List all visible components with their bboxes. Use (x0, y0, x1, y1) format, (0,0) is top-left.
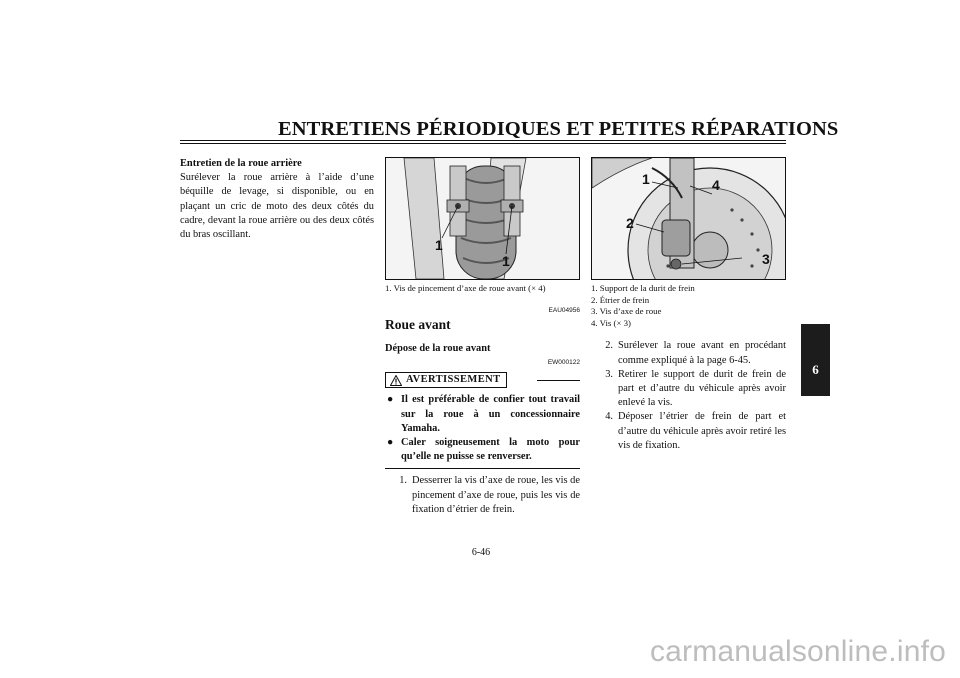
step-item (385, 474, 580, 517)
caption-item: 2. Étrier de frein (591, 294, 650, 305)
figure2-captions (591, 283, 786, 329)
steps-list (385, 474, 580, 517)
column-middle (385, 157, 580, 517)
step-number: 1. (399, 475, 407, 487)
section-code: EAU04956 (548, 306, 580, 314)
figure-brake-caliper (591, 157, 786, 280)
step-text: Retirer le support de durit de frein de part et d’autre du véhicule après avoir enlevé la vis. (618, 368, 786, 409)
warning-body (385, 388, 580, 469)
step-text: Déposer l’étrier de frein de part et d’autre du véhicule après avoir retiré les vis de fixation. (618, 411, 786, 451)
callout-2: 2 (626, 215, 634, 231)
warning-label: AVERTISSEMENT (406, 374, 501, 386)
watermark[interactable]: carmanualsonline.info (649, 635, 946, 668)
warning-code: EW000122 (547, 359, 580, 367)
caption-item: 4. Vis (× 3) (591, 317, 631, 328)
callout-1: 1 (642, 171, 650, 187)
figure-front-fork (385, 157, 580, 280)
callout-4: 4 (712, 177, 720, 193)
warning-icon (390, 375, 402, 386)
bullet-icon: ● (387, 394, 394, 406)
front-fork-illustration (386, 158, 579, 279)
title-rule (180, 140, 786, 141)
step-item (591, 410, 786, 453)
step-number: 3. (605, 368, 613, 380)
figure1-captions (385, 283, 580, 295)
caption-item: 3. Vis d’axe de roue (591, 306, 662, 317)
callout-1-right: 1 (502, 253, 510, 269)
caption-item: 1. Support de la durit de frein (591, 283, 695, 293)
warning-item (385, 393, 580, 436)
warning-header (385, 372, 580, 388)
bullet-icon: ● (387, 437, 394, 449)
callout-3: 3 (762, 251, 770, 267)
section-heading-front-wheel: Roue avant (385, 316, 451, 332)
step-text: Desserrer la vis d’axe de roue, les vis de pincement d’axe de roue, puis les vis de fixation d’étrier de frein. (412, 475, 580, 515)
page-title: ENTRETIENS PÉRIODIQUES ET PETITES RÉPARATIONS (278, 118, 839, 140)
step-text: Surélever la roue avant en procédant comme expliqué à la page 6-45. (618, 340, 786, 366)
column-right (591, 157, 786, 453)
rear-wheel-heading: Entretien de la roue arrière (180, 158, 302, 169)
chapter-tab[interactable]: 6 (801, 324, 830, 396)
step-number: 2. (605, 340, 613, 352)
warning-rule (537, 380, 580, 381)
brake-caliper-illustration (592, 158, 785, 279)
steps-list-continued (591, 339, 786, 453)
caption-item: 1. Vis de pincement d’axe de roue avant (× 4) (385, 283, 546, 293)
page-number: 6-46 (471, 547, 491, 558)
warning-text: Il est préférable de confier tout travail sur la roue à un concessionnaire Yamaha. (401, 394, 580, 434)
front-wheel-subheading: Dépose de la roue avant (385, 343, 491, 354)
column-left (180, 157, 374, 242)
step-number: 4. (605, 411, 613, 423)
warning-item (385, 436, 580, 464)
step-item (591, 368, 786, 411)
callout-1: 1 (435, 237, 443, 253)
title-rule-secondary (180, 143, 786, 144)
warning-badge (385, 372, 507, 388)
rear-wheel-text: Surélever la roue arrière à l’aide d’une béquille de levage, si disponible, ou en plaçant un cric de moto des deux côtés du cadre, devant la roue arrière ou des deux côtés du bras oscillant. (180, 172, 374, 241)
warning-text: Caler soigneusement la moto pour qu’elle ne puisse se renverser. (401, 437, 580, 463)
step-item (591, 339, 786, 367)
